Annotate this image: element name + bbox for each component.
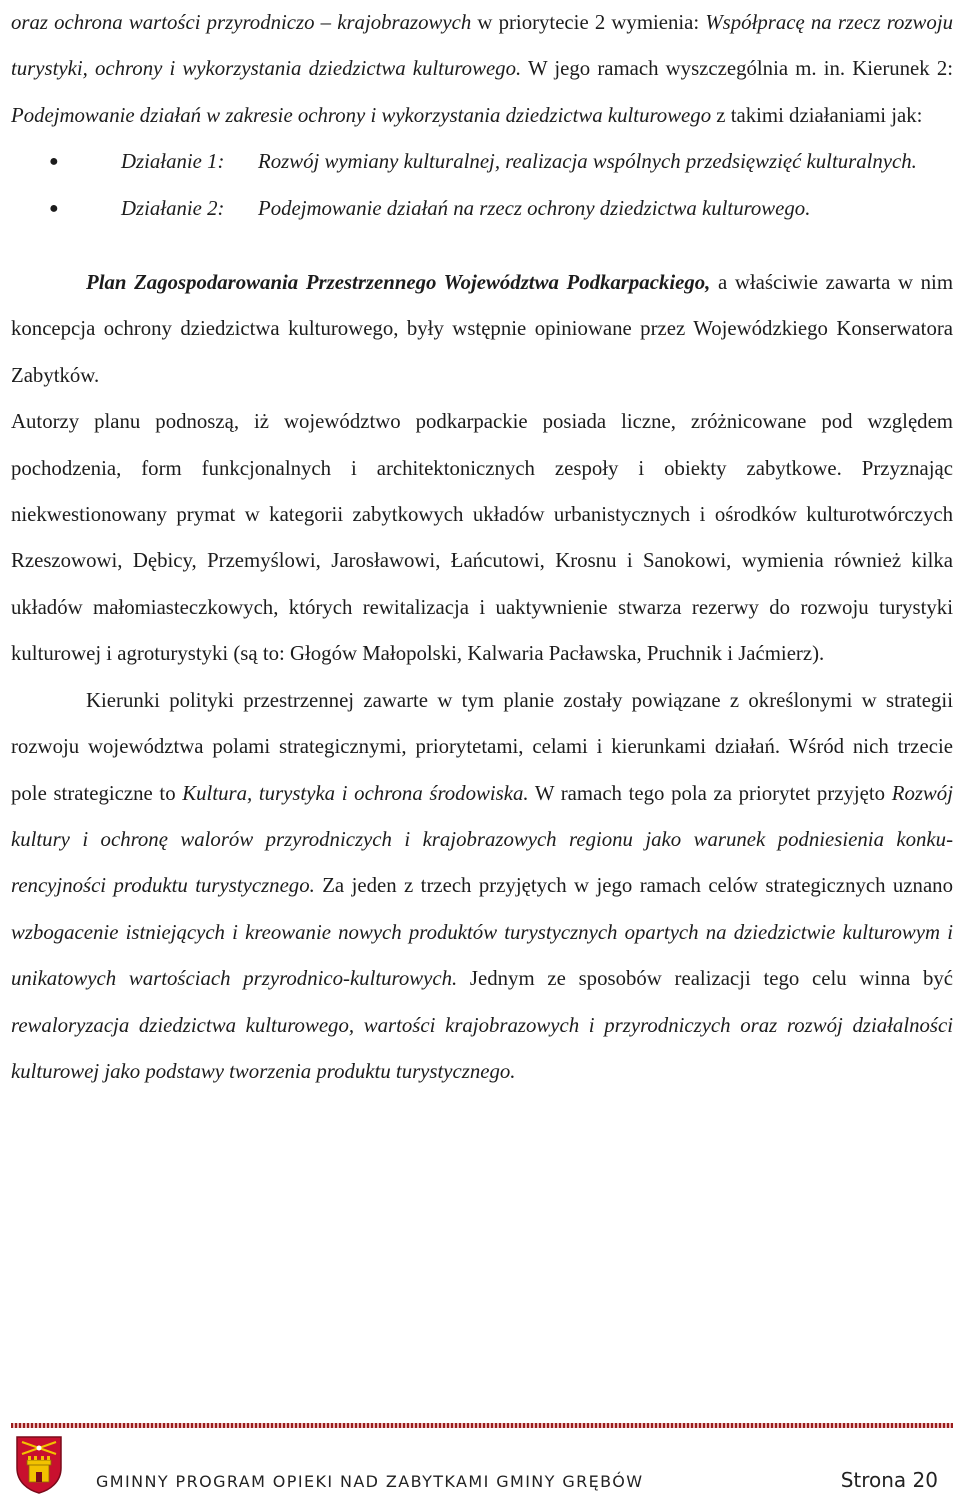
action-text: Rozwój wymiany kulturalnej, realizacja wspólnych przedsięwzięć kulturalnych. — [258, 150, 917, 174]
directions-italic-1: Kultura, turystyka i ochrona środowiska. — [182, 781, 529, 805]
intro-italic-1: oraz ochrona wartości przyrodniczo – krajobrazowych — [11, 11, 472, 34]
plan-title: Plan Zagospodarowania Przestrzennego Województwa Podkarpackiego, — [86, 271, 711, 295]
footer-title: GMINNY PROGRAM OPIEKI NAD ZABYTKAMI GMINY GRĘBÓW — [96, 1472, 644, 1491]
directions-italic-2: Rozwój kultury i ochronę walorów przyrodniczych i krajobrazowych regionu jako warunek podniesienia konkurencyjności produktu turystycznego. — [11, 781, 953, 898]
directions-italic-3: wzbogacenie istniejących i kreowanie nowych produktów turystycznych opartych na dziedzictwie kulturowym i unikatowych wartościach przyrodnico-kulturowych. — [11, 920, 953, 991]
paragraph-authors: Autorzy planu podnoszą, iż województwo podkarpackie posiada liczne, zróżnicowane pod względem pochodzenia, form funkcjonalnych i architektonicznych zespoły i obiekty zabytkowe. Przyznając niekwestionowany prymat w kategorii zabytkowych układów urbanistycznych i ośrodków kulturotwórczych Rzeszowowi, Dębicy, Przemyślowi, Jarosławowi, Łańcutowi, Krosnu i Sanokowi, wymienia również kilka układów małomiasteczkowych, których rewitalizacja i uaktywnienie stwarza rezerwy do rozwoju turystyki kulturowej i agroturystyki (są to: Głogów Małopolski, Kalwaria Pacławska, Pruchnik i Jaćmierz). — [11, 410, 953, 666]
directions-italic-4: rewaloryzacja dziedzictwa kulturowego, wartości krajobrazowych i przyrodniczych oraz rozwój działalności kulturowej jako podstawy tworzenia produktu turystycznego. — [11, 1013, 953, 1083]
list-item — [11, 139, 953, 185]
directions-text-2: W ramach tego pola za priorytet przyjęto — [528, 781, 892, 805]
action-label: Działanie 1: — [121, 150, 225, 174]
actions-list — [11, 139, 953, 232]
paragraph-plan — [11, 260, 953, 399]
bullet-icon: ● — [49, 199, 59, 217]
bullet-icon: ● — [49, 153, 59, 171]
directions-text-4: Jednym ze sposobów realizacji tego celu winna być — [457, 967, 954, 991]
list-item — [11, 186, 953, 232]
intro-text-1: w priorytecie 2 wymienia: — [471, 11, 706, 34]
document-body — [11, 0, 953, 1095]
intro-text-2: W jego ramach wyszczególnia m. in. Kierunek 2: — [527, 57, 953, 81]
paragraph-directions — [11, 678, 953, 1096]
page-number: Strona 20 — [840, 1468, 938, 1492]
action-label: Działanie 2: — [121, 196, 225, 220]
plan-text: a właściwie zawarta w nim koncepcja ochrony dziedzictwa kulturowego, były wstępnie opiniowane przez Wojewódzkiego Konserwatora Zabytków. — [11, 271, 953, 387]
intro-italic-2: Współpracę na rzecz rozwoju turystyki, ochrony i wykorzystania dziedzictwa kulturowego. — [11, 11, 953, 81]
intro-italic-3: Podejmowanie działań w zakresie ochrony i wykorzystania dziedzictwa kulturowego — [11, 103, 712, 127]
intro-text-3: z takimi działaniami jak: — [711, 103, 923, 127]
directions-text-1: Kierunki polityki przestrzennej zawarte w tym planie zostały powiązane z określonymi w strategii rozwoju województwa polami strategicznymi, priorytetami, celami i kierunkami działań. Wśród nich trzecie pole strategiczne to — [11, 688, 953, 805]
paragraph-intro — [11, 0, 953, 139]
action-text: Podejmowanie działań na rzecz ochrony dziedzictwa kulturowego. — [258, 196, 811, 220]
directions-text-3: Za jeden z trzech przyjętych w jego ramach celów strategicznych uznano — [314, 874, 953, 898]
footer-divider — [11, 1423, 953, 1428]
coat-of-arms-icon — [14, 1434, 64, 1494]
